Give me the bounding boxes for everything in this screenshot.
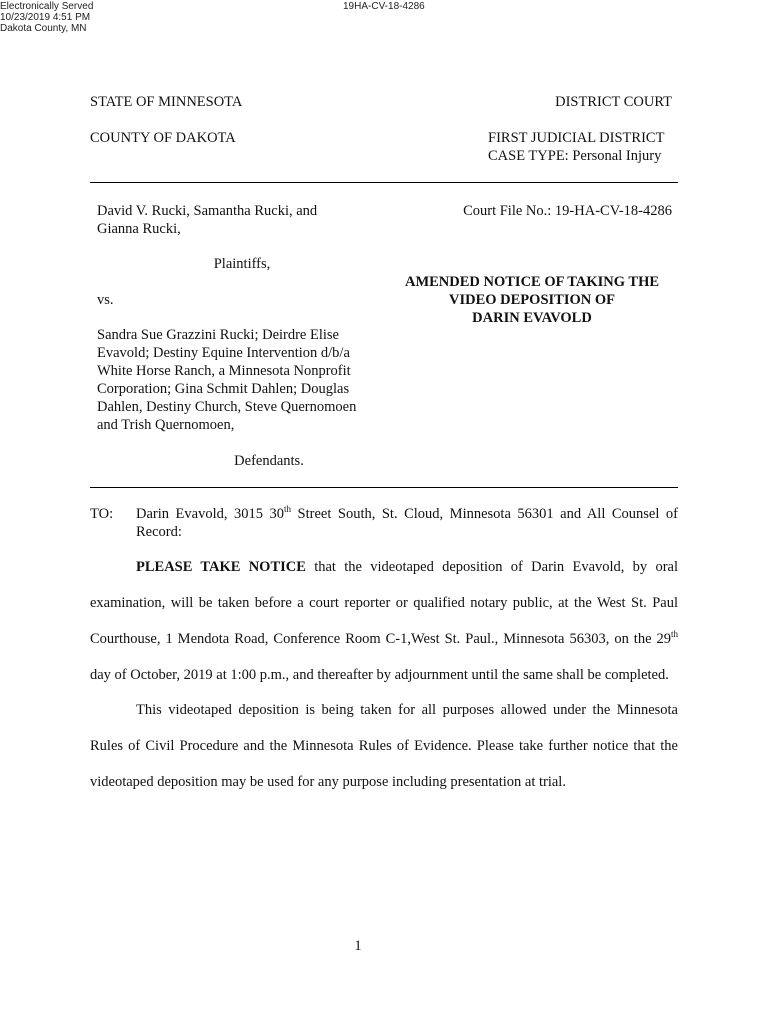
to-text-start: Darin Evavold, 3015 30 bbox=[136, 506, 285, 522]
defendants-line: Corporation; Gina Schmit Dahlen; Douglas bbox=[97, 381, 350, 397]
notice-text-start: that the videotaped deposition of Darin Evavold, by oral examination, will be taken before a court reporter or qualified notary public, at the West St. Paul Courthouse, 1 Mendota Road, Conference Room C-1,West St. Paul., Minnesota 56303, on the 29 bbox=[90, 559, 678, 647]
plaintiffs-label: Plaintiffs, bbox=[213, 256, 271, 272]
document-title bbox=[398, 273, 666, 327]
notice-lead: PLEASE TAKE NOTICE bbox=[136, 559, 306, 575]
to-text-end: Street South, St. Cloud, Minnesota 56301 and All Counsel of Record: bbox=[136, 506, 678, 540]
to-label: TO: bbox=[90, 506, 114, 522]
stamp-case-number: 19HA-CV-18-4286 bbox=[343, 1, 425, 12]
title-line: DARIN EVAVOLD bbox=[472, 310, 592, 326]
defendants-line: and Trish Quernomoen, bbox=[97, 417, 235, 433]
to-superscript: th bbox=[284, 504, 292, 514]
notice-paragraph bbox=[90, 549, 678, 693]
plaintiffs-line: David V. Rucki, Samantha Rucki, and bbox=[97, 203, 318, 219]
to-addressee bbox=[136, 505, 678, 541]
caption-bottom-rule bbox=[90, 487, 678, 488]
notice-text-end: day of October, 2019 at 1:00 p.m., and thereafter by adjournment until the same shall be completed. bbox=[90, 667, 669, 683]
efiling-stamp bbox=[0, 1, 93, 34]
defendants-label: Defendants. bbox=[234, 453, 304, 469]
county-heading: COUNTY OF DAKOTA bbox=[90, 130, 236, 146]
notice-superscript: th bbox=[670, 629, 678, 639]
page-number: 1 bbox=[354, 938, 362, 954]
versus-label: vs. bbox=[97, 292, 114, 308]
title-line: AMENDED NOTICE OF TAKING THE bbox=[404, 274, 660, 290]
defendants-line: Dahlen, Destiny Church, Steve Quernomoen bbox=[97, 399, 357, 415]
court-file-number: Court File No.: 19-HA-CV-18-4286 bbox=[463, 203, 672, 219]
court-heading: DISTRICT COURT bbox=[555, 94, 672, 110]
defendants-names bbox=[97, 326, 387, 434]
purpose-paragraph: This videotaped deposition is being taken for all purposes allowed under the Minnesota Rules of Civil Procedure and the Minnesota Rules of Evidence. Please take further notice that the videotaped deposition may be used for any purpose including presentation at trial. bbox=[90, 702, 678, 790]
case-type: CASE TYPE: Personal Injury bbox=[488, 148, 662, 164]
defendants-line: White Horse Ranch, a Minnesota Nonprofit bbox=[97, 363, 351, 379]
title-line: VIDEO DEPOSITION OF bbox=[449, 292, 615, 308]
district-heading: FIRST JUDICIAL DISTRICT bbox=[488, 130, 665, 146]
defendants-line: Evavold; Destiny Equine Intervention d/b/a bbox=[97, 345, 350, 361]
plaintiffs-line: Gianna Rucki, bbox=[97, 221, 181, 237]
defendants-line: Sandra Sue Grazzini Rucki; Deirdre Elise bbox=[97, 327, 339, 343]
stamp-datetime-line: 10/23/2019 4:51 PM bbox=[0, 12, 91, 23]
stamp-county-line: Dakota County, MN bbox=[0, 23, 87, 34]
state-heading: STATE OF MINNESOTA bbox=[90, 94, 243, 110]
plaintiffs-names bbox=[97, 202, 387, 238]
district-block bbox=[488, 129, 664, 165]
stamp-served-line: Electronically Served bbox=[0, 1, 94, 12]
caption-top-rule bbox=[90, 182, 678, 183]
